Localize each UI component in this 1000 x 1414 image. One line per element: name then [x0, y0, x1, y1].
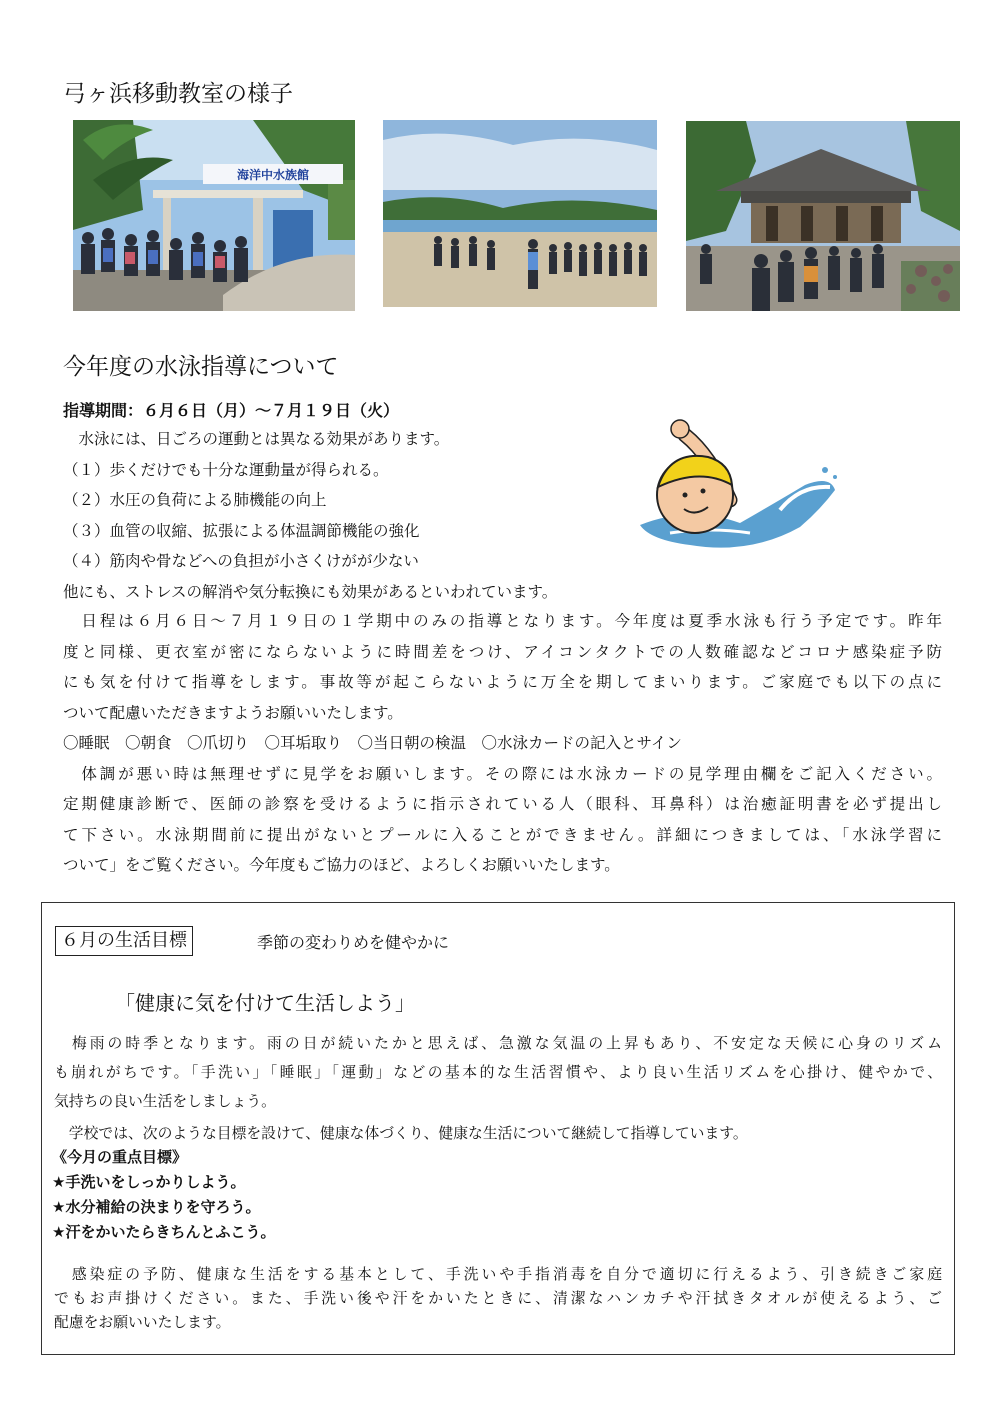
section-title-kyugahama: 弓ヶ浜移動教室の様子 [63, 81, 293, 107]
swimmer-illustration [630, 415, 850, 555]
swim-health-line-1: 体調が悪い時は無理せずに見学をお願いします。その際には水泳カードの見学理由欄をご記入ください。 [63, 764, 942, 783]
june-life-goal-box [41, 902, 955, 1355]
photo-temple [686, 121, 960, 311]
photo-aquarium-entrance [73, 120, 355, 311]
swim-effect-3: （３）血管の収縮、拡張による体温調節機能の強化 [63, 521, 420, 540]
key-goals-list [52, 1145, 275, 1245]
key-goal-2: ★水分補給の決まりを守ろう。 [52, 1198, 261, 1216]
june-goal-line-3: 気持ちの良い生活をしましょう。 [54, 1093, 276, 1110]
swim-effects-intro: 水泳には、日ごろの運動とは異なる効果があります。 [63, 430, 450, 448]
aquarium-sign-text: 海洋中水族館 [236, 168, 310, 182]
swim-health-line-3: て下さい。水泳期間前に提出がないとプールに入ることができません。詳細につきましては、「水泳学習に [63, 825, 942, 844]
key-goal-1: ★手洗いをしっかりしよう。 [52, 1173, 246, 1191]
swim-health-line-4: ついて」をご覧ください。今年度もご協力のほど、よろしくお願いいたします。 [63, 856, 620, 874]
key-goal-3: ★汗をかいたらきちんとふこう。 [52, 1223, 276, 1241]
swim-schedule-line-4: ついて配慮いただきますようお願いいたします。 [63, 703, 403, 722]
infection-line-3: 配慮をお願いいたします。 [54, 1314, 231, 1331]
june-goal-subtitle: 季節の変わりめを健やかに [257, 933, 450, 952]
swim-effect-1: （１）歩くだけでも十分な運動量が得られる。 [63, 460, 389, 479]
swim-schedule-line-1: 日程は６月６日～７月１９日の１学期中のみの指導となります。今年度は夏季水泳も行う予定です。昨年 [63, 612, 942, 630]
swim-schedule-paragraph [63, 606, 942, 881]
infection-line-1: 感染症の予防、健康な生活をする基本として、手洗いや手指消毒を自分で適切に行えるよう、引き続きご家庭 [54, 1266, 942, 1283]
swim-effects [63, 424, 663, 607]
key-goals-heading: 《今月の重点目標》 [52, 1148, 188, 1166]
june-goal-slogan: 「健康に気を付けて生活しよう」 [115, 991, 415, 1015]
infection-prevention-paragraph [54, 1263, 942, 1335]
june-goal-line-2: も崩れがちです。「手洗い」「睡眠」「運動」などの基本的な生活習慣や、より良い生活リズムを心掛け、健やかで、 [54, 1064, 942, 1081]
june-goal-badge: ６月の生活目標 [55, 926, 193, 956]
june-goal-line-1: 梅雨の時季となります。雨の日が続いたかと思えば、急激な気温の上昇もあり、不安定な天候に心身のリズム [54, 1035, 942, 1052]
june-goal-school-line: 学校では、次のような目標を設けて、健康な体づくり、健康な生活について継続して指導しています。 [54, 1125, 748, 1142]
swim-effect-4: （４）筋肉や骨などへの負担が小さくけがが少ない [63, 552, 419, 570]
june-goal-paragraph [54, 1029, 942, 1116]
swim-effect-2: （２）水圧の負荷による肺機能の向上 [63, 491, 327, 509]
swim-schedule-line-2: 度と同様、更衣室が密にならないように時間差をつけ、アイコンタクトでの人数確認などコロナ感染症予防 [63, 642, 942, 661]
swim-effects-other: 他にも、ストレスの解消や気分転換にも効果があるといわれています。 [63, 582, 558, 601]
swim-period: 指導期間：６月６日（月）～７月１９日（火） [63, 401, 400, 420]
swim-health-line-2: 定期健康診断で、医師の診察を受けるように指示されている人（眼科、耳鼻科）は治癒証明書を必ず提出し [63, 795, 942, 813]
photo-beach [383, 120, 657, 307]
swim-checklist: 〇睡眠 〇朝食 〇爪切り 〇耳垢取り 〇当日朝の検温 〇水泳カードの記入とサイン [63, 734, 682, 752]
section-title-swimming: 今年度の水泳指導について [63, 354, 339, 380]
infection-line-2: でもお声掛けください。また、手洗い後や汗をかいたときに、清潔なハンカチや汗拭きタオルが使えるよう、ご [54, 1290, 942, 1307]
swim-schedule-line-3: にも気を付けて指導をします。事故等が起こらないように万全を期してまいります。ご家庭でも以下の点に [63, 673, 942, 691]
